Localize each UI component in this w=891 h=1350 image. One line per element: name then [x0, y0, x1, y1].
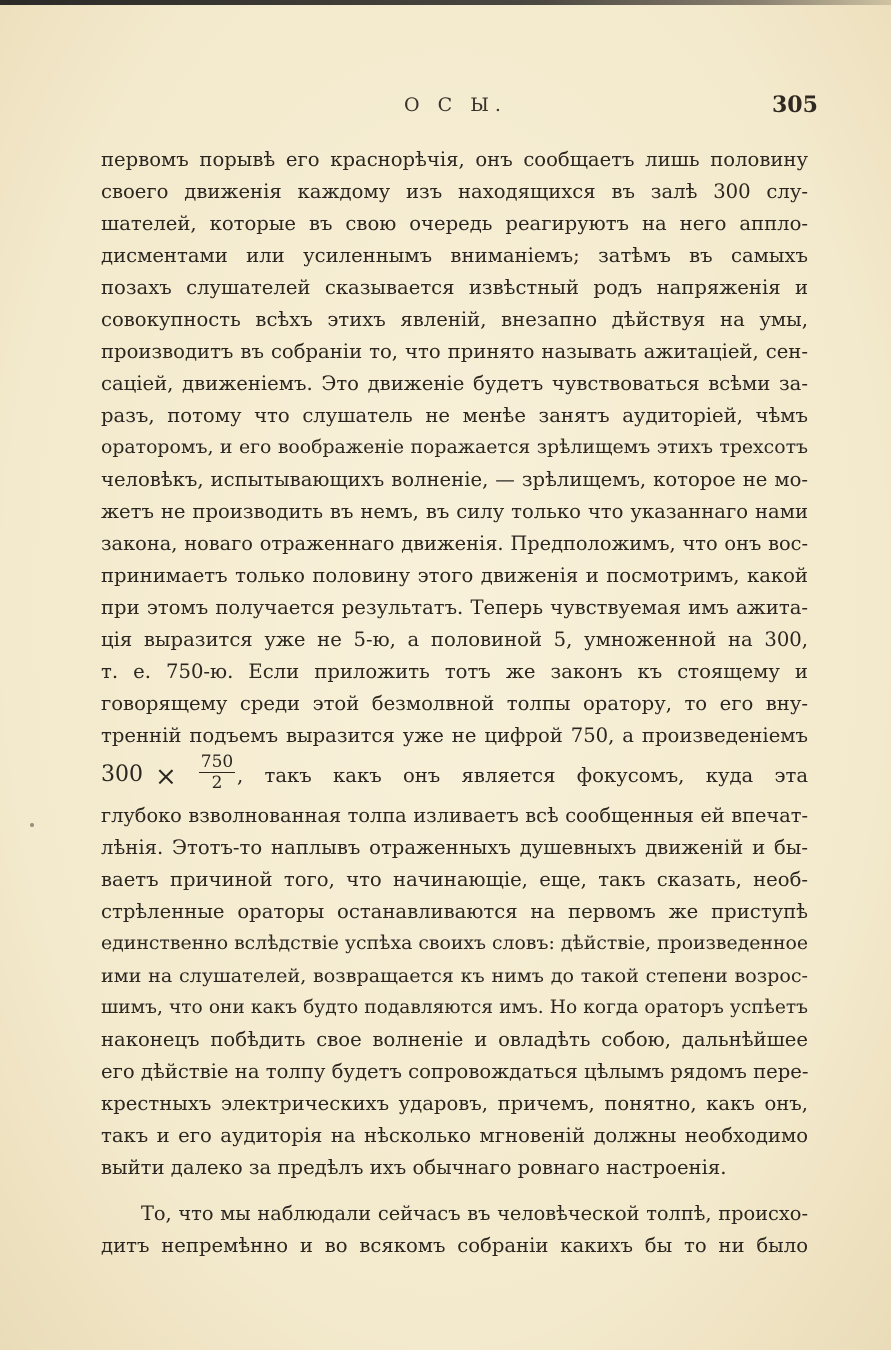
- text-line: саціей, движеніемъ. Это движеніе будетъ чувствоваться всѣми за-: [101, 372, 808, 395]
- text-line: крестныхъ электрическихъ ударовъ, причемъ, понятно, какъ онъ,: [101, 1092, 808, 1115]
- text-line: ораторомъ, и его воображеніе поражается зрѣлищемъ этихъ трехсотъ: [101, 437, 808, 458]
- text-line: наконецъ побѣдить свое волненіе и овладѣть собою, дальнѣйшее: [101, 1028, 808, 1051]
- text-line: разъ, потому что слушатель не менѣе занятъ аудиторіей, чѣмъ: [101, 404, 808, 427]
- text-line: его дѣйствіе на толпу будетъ сопровождаться цѣлымъ рядомъ пере-: [101, 1060, 809, 1083]
- text-line: ція выразится уже не 5-ю, а половиной 5, умноженной на 300,: [101, 628, 808, 651]
- text-line: совокупность всѣхъ этихъ явленій, внезапно дѣйствуя на умы,: [101, 308, 808, 331]
- formula-line-rest: , такъ какъ онъ является фокусомъ, куда эта: [237, 764, 808, 787]
- paper-speck: [30, 823, 34, 827]
- text-line: жетъ не производить въ немъ, въ силу только что указаннаго нами: [101, 500, 808, 523]
- text-line: лѣнія. Этотъ-то наплывъ отраженныхъ душевныхъ движеній и бы-: [101, 836, 808, 859]
- page-number: 305: [772, 92, 818, 118]
- text-line: при этомъ получается результатъ. Теперь чувствуемая имъ ажита-: [101, 596, 808, 619]
- text-line: человѣкъ, испытывающихъ волненіе, — зрѣлищемъ, которое не мо-: [101, 468, 808, 491]
- text-line: тренній подъемъ выразится уже не цифрой 750, а произведеніемъ: [101, 724, 808, 747]
- fraction-numerator: 750: [200, 752, 234, 772]
- running-title: О С Ы.: [404, 94, 507, 116]
- text-line: дисментами или усиленнымъ вниманіемъ; затѣмъ въ самыхъ: [101, 244, 808, 267]
- text-line: выйти далеко за предѣлъ ихъ обычнаго ровнаго настроенія.: [101, 1156, 727, 1179]
- text-line: ваетъ причиной того, что начинающіе, еще, такъ сказать, необ-: [101, 868, 808, 891]
- text-line: ими на слушателей, возвращается къ нимъ до такой степени возрос-: [101, 964, 808, 987]
- text-line: говорящему среди этой безмолвной толпы оратору, то его вну-: [101, 692, 808, 715]
- text-line: глубоко взволнованная толпа изливаетъ всѣ сообщенныя ей впечат-: [101, 804, 808, 827]
- page-top-edge: [0, 0, 891, 5]
- text-line: единственно вслѣдствіе успѣха своихъ словъ: дѣйствіе, произведенное: [101, 933, 809, 954]
- text-line: закона, новаго отраженнаго движенія. Предположимъ, что онъ вос-: [101, 532, 808, 555]
- formula-operator: ×: [155, 762, 177, 792]
- fraction-denominator: 2: [211, 773, 223, 793]
- text-line: т. е. 750-ю. Если приложить тотъ же законъ къ стоящему и: [101, 660, 808, 683]
- text-line: То, что мы наблюдали сейчасъ въ человѣческой толпѣ, происхо-: [141, 1202, 808, 1225]
- text-line: шимъ, что они какъ будто подавляются имъ. Но когда ораторъ успѣетъ: [101, 997, 808, 1018]
- text-line: принимаетъ только половину этого движенія и посмотримъ, какой: [101, 564, 808, 587]
- body-text: [101, 144, 808, 1262]
- text-line: стрѣленные ораторы останавливаются на первомъ же приступѣ: [101, 900, 808, 923]
- text-line: дитъ непремѣнно и во всякомъ собраніи какихъ бы то ни было: [101, 1234, 808, 1257]
- text-line: первомъ порывѣ его краснорѣчія, онъ сообщаетъ лишь половину: [101, 148, 808, 171]
- fraction: [199, 752, 235, 793]
- text-line: шателей, которые въ свою очередь реагируютъ на него аппло-: [101, 212, 808, 235]
- text-line: позахъ слушателей сказывается извѣстный родъ напряженія и: [101, 276, 808, 299]
- text-line: производитъ въ собраніи то, что принято называть ажитаціей, сен-: [101, 340, 808, 363]
- text-line: такъ и его аудиторія на нѣсколько мгновеній должны необходимо: [101, 1124, 808, 1147]
- running-head: [0, 92, 891, 122]
- text-line: своего движенія каждому изъ находящихся въ залѣ 300 слу-: [101, 180, 808, 203]
- formula-lead: 300: [101, 762, 143, 787]
- formula-line: [101, 752, 808, 800]
